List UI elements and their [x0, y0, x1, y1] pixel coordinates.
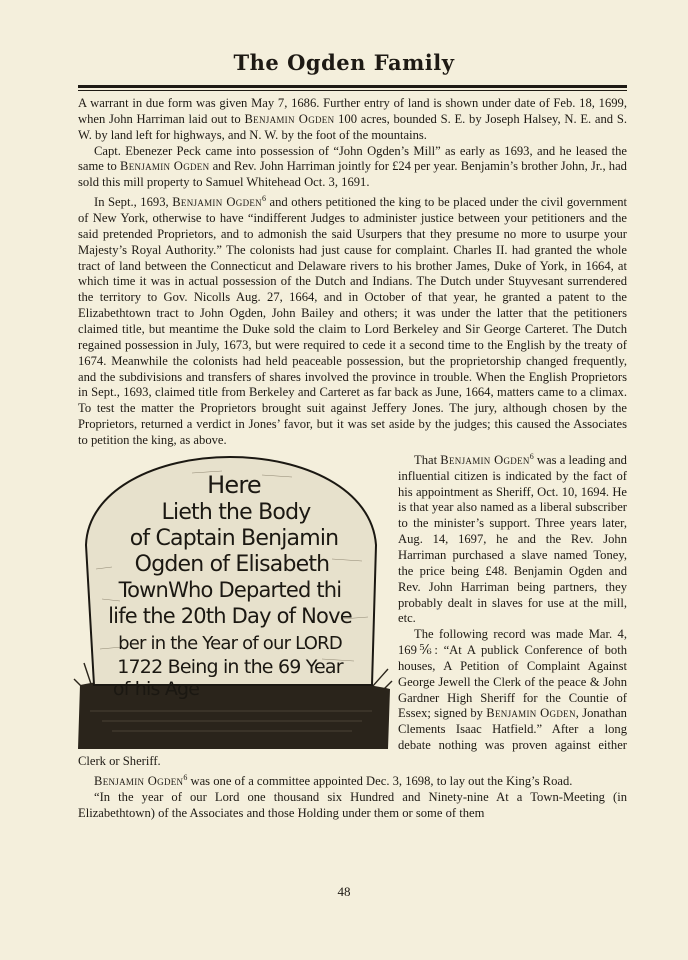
inscription-line-8: 1722 Being in the 69 Year	[117, 655, 343, 678]
inscription-line-4: Ogden of Elisabeth	[134, 551, 330, 577]
page-number: 48	[337, 884, 351, 899]
paragraph-5: The following record was made Mar. 4, 169⅚: “At A publick Conference of both houses, A Petition of Complaint Against George Jewell the Clerk of the peace & John Gardner High Sheriff for the Countie of Essex; signed by Benjamin Ogden, Jonathan Clements Isaac Hatfield.” After a long debate nothing was proven against either Clerk or Sheriff.	[78, 627, 627, 768]
header-rule-thick	[78, 85, 627, 88]
small-caps-name: Benjamin Ogden	[172, 195, 262, 210]
inscription-line-9: of his Age	[112, 677, 200, 700]
generation-superscript: 6	[261, 194, 266, 204]
paragraph-6: Benjamin Ogden$^6$ was one of a committee appointed Dec. 3, 1698, to lay out the King’s Road.	[94, 772, 573, 788]
inscription-line-5: TownWho Departed thi	[118, 577, 342, 602]
small-caps-name: Benjamin Ogden	[94, 774, 184, 788]
inscription-line-7: ber in the Year of our LORD	[118, 632, 342, 654]
inscription-line-6: life the 20th Day of Nove	[108, 603, 352, 628]
generation-superscript: 6	[183, 772, 188, 782]
small-caps-name: Benjamin Ogden	[440, 452, 530, 467]
paragraph-2: Capt. Ebenezer Peck came into possession of “John Ogden’s Mill” as early as 1693, and he leased the same to Benjamin Ogden and Rev. John Harriman jointly for £24 per year. Benjamin’s brother John, Jr., had sold this mill property to Samuel Whitehead Oct. 3, 1691.	[78, 143, 627, 190]
paragraph-1: A warrant in due form was given May 7, 1686. Further entry of land is shown under date of Feb. 18, 1699, when John Harriman laid out to Benjamin Ogden 100 acres, bounded S. E. by Joseph Halsey, N. E. and S. W. by land left for highways, and N. W. by the foot of the mountains.	[78, 96, 627, 142]
paragraph-4: That Benjamin Ogden$^6$ was a leading and influential citizen is indicated by the fact of his appointment as Sheriff, Oct. 10, 1694. He is that year also named as a liberal subscriber to the minister’s support. Three years later, Aug. 14, 1697, he and the Rev. John Harriman purchased a slave named Toney, the price being £48. Benjamin Ogden and Rev. John Harriman being partners, they probably dealt in slaves for use at the mill, etc.	[398, 451, 627, 626]
small-caps-name: Benjamin Ogden	[120, 159, 210, 174]
body-text	[78, 96, 627, 822]
inscription-line-2: Lieth the Body	[161, 499, 311, 525]
paragraph-7: “In the year of our Lord one thousand six Hundred and Ninety-nine At a Town-Meeting (in Elizabethtown) of the Associates and those Holding under them or some of them	[78, 789, 627, 820]
generation-superscript: 6	[529, 451, 534, 461]
gravestone-illustration	[72, 449, 394, 749]
header-rule-thin	[78, 90, 627, 91]
inscription-line-3: of Captain Benjamin	[129, 525, 339, 551]
paragraph-3: In Sept., 1693, Benjamin Ogden$^6$ and others petitioned the king to be placed under the civil government of New York, otherwise to have “indifferent Judges to administer justice between your petitioners and the said pretended Proprietors, and to admonish the said Usurpers that they presume no more to usurpe your Majesty’s Royal Authority.” The colonists had just cause for complaint. Charles II. had granted the whole tract of land between the Connecticut and Delaware rivers to his brother James, Duke of York, in 1664, at which time it was in actual possession of the Dutch and Indians. The Dutch under Stuyvesant surrendered the territory to Gov. Nicolls Aug. 27, 1664, and in October of that year, he granted a patent to the Elizabethtown tract to John Ogden, John Bailey and others; it was under the latter that the petitioners claimed title, but meantime the Duke sold the claim to Lord Berkeley and Sir George Carteret. The Dutch regained possession in July, 1673, but were required to cede it a second time to the English by the treaty of 1674. Meanwhile the colonists had held peaceable possession, but the proprietorship changed frequently, and the subdivisions and transfers of shares involved the province in trouble. When the English Proprietors in Sept., 1693, claimed title from Berkeley and Carteret as far back as June, 1664, matters came to a climax. To test the matter the Proprietors brought suit against Jeffery Jones. The jury, although chosen by the Proprietors, returned a verdict in Jones’ favor, but it was set aside by the judges; this caused the Associates to petition the king, as above.	[78, 194, 627, 447]
inscription-line-1: Here	[207, 470, 261, 499]
running-header-title: The Ogden Family	[233, 50, 455, 75]
small-caps-name: Benjamin Ogden	[244, 111, 335, 126]
small-caps-name: Benjamin Ogden	[486, 706, 576, 721]
